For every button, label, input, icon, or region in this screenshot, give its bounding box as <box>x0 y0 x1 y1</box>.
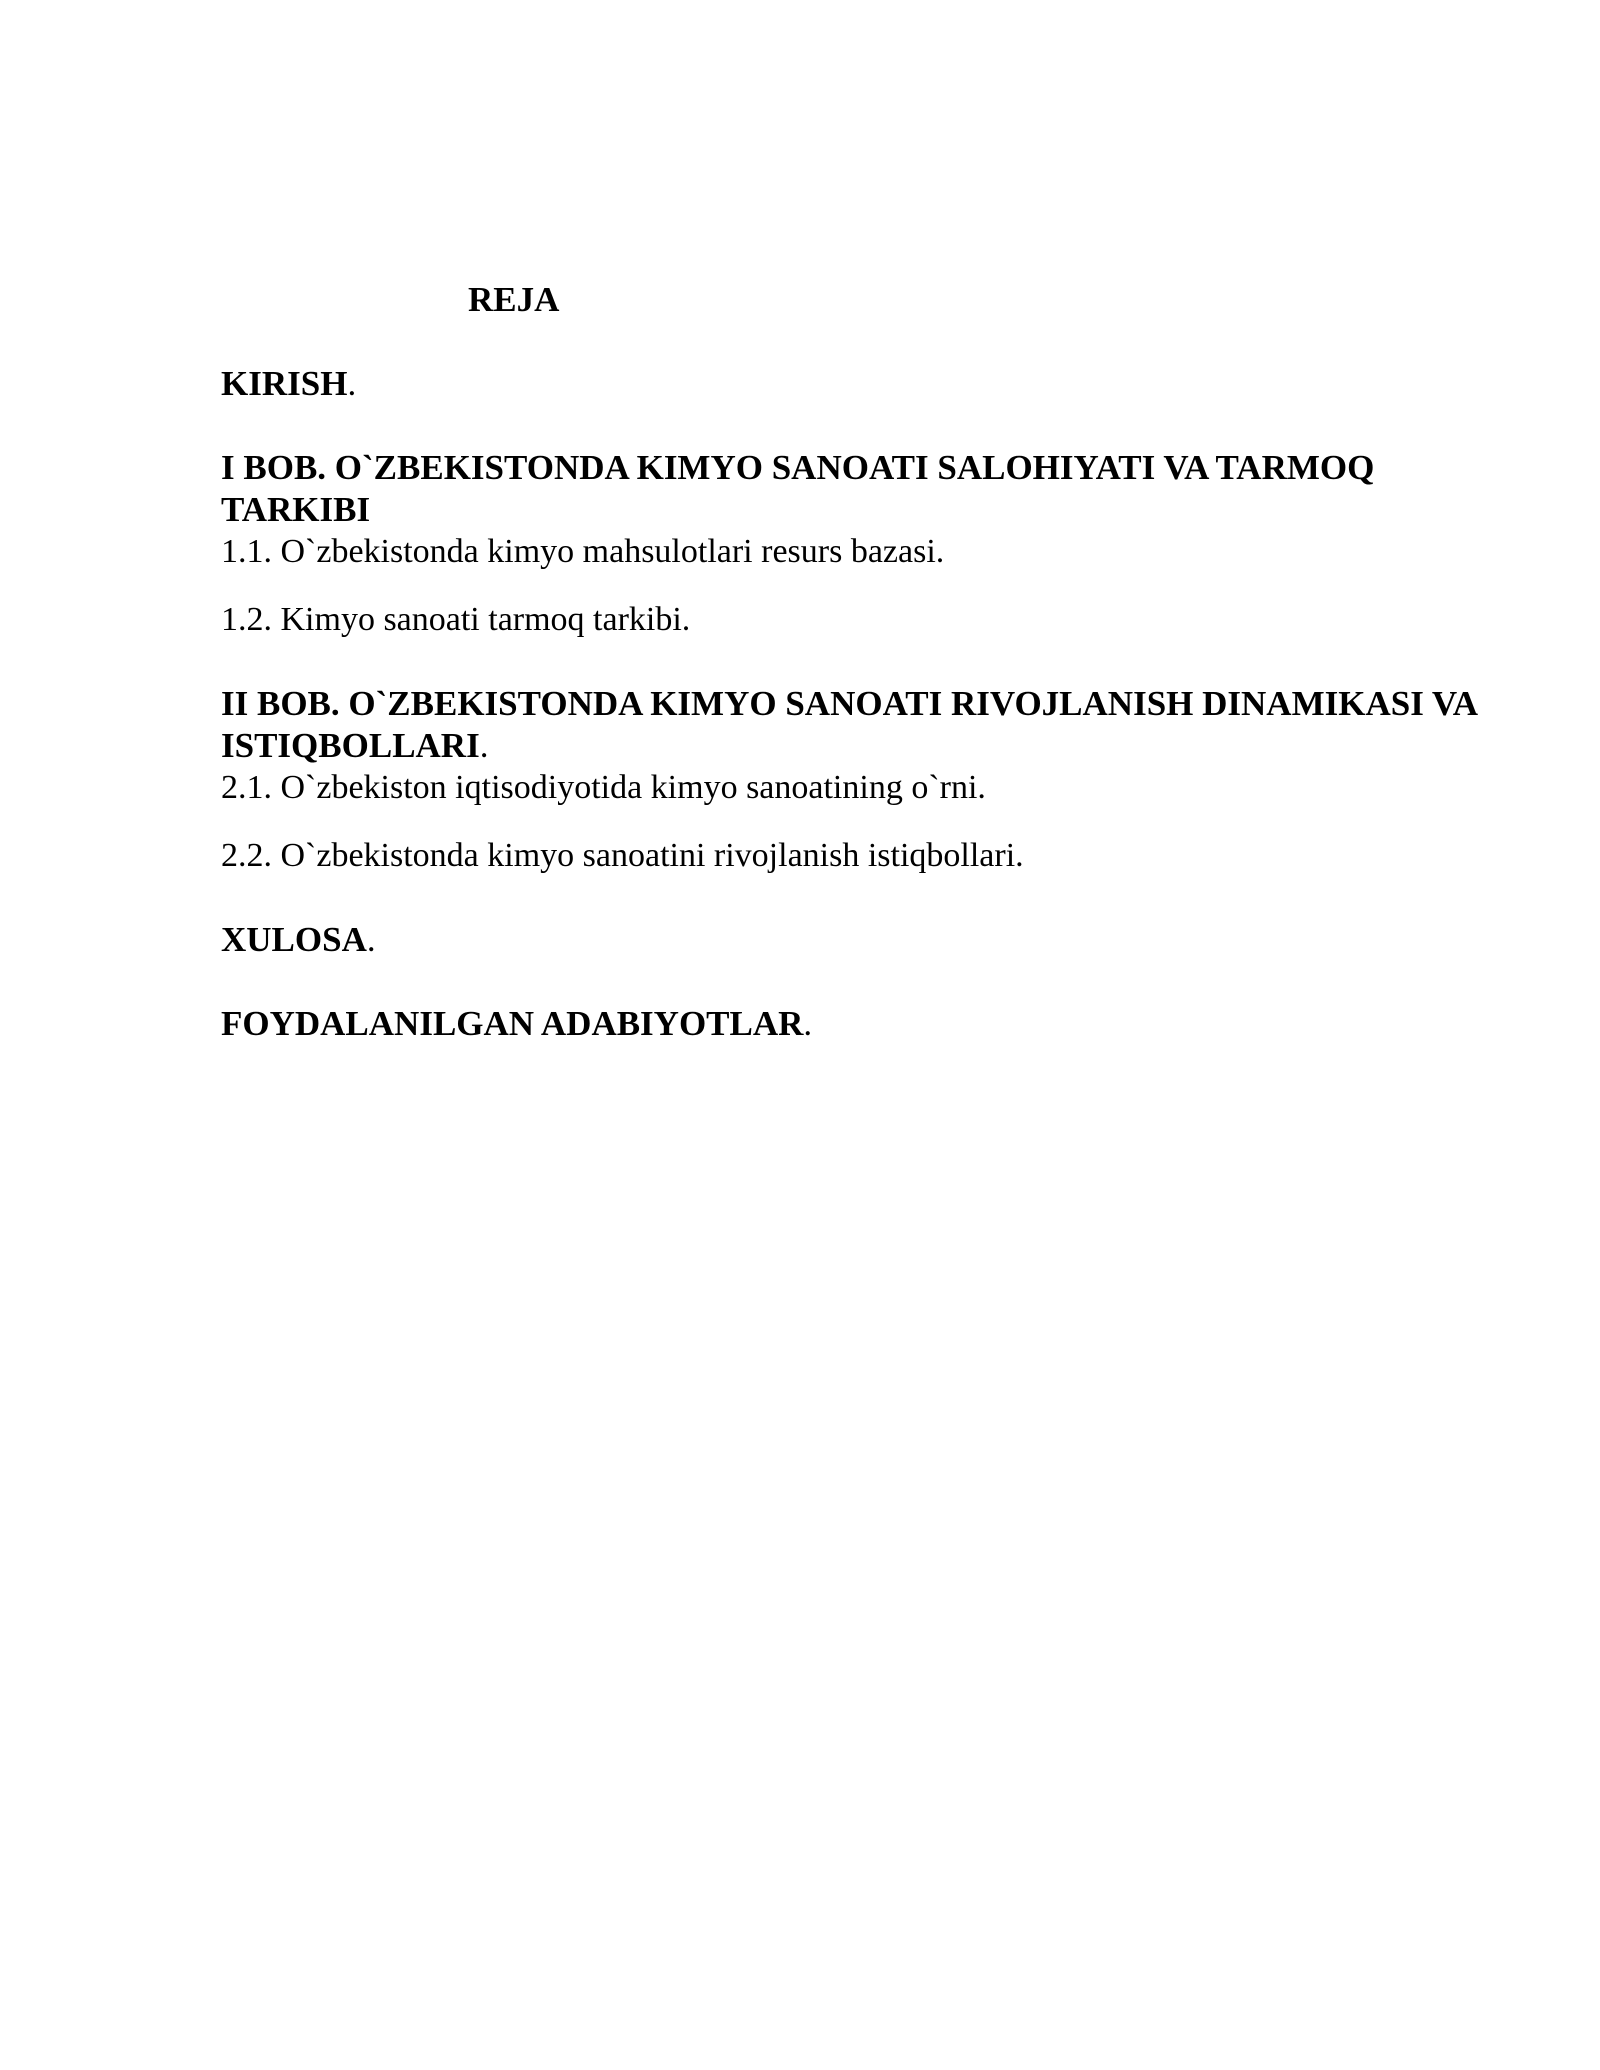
page-title: REJA <box>468 280 560 319</box>
document-body <box>221 279 1491 1045</box>
conclusion-heading-text: XULOSA <box>221 920 367 959</box>
references-heading <box>221 1003 1491 1045</box>
intro-heading <box>221 363 1491 405</box>
chapter1-heading: I BOB. O`ZBEKISTONDA KIMYO SANOATI SALOHIYATI VA TARMOQ TARKIBI <box>221 448 1375 529</box>
chapter2-heading-period: . <box>479 726 489 765</box>
intro-heading-period: . <box>347 364 357 403</box>
chapter2-item-2: 2.2. O`zbekistonda kimyo sanoatini rivojlanish istiqbollari. <box>221 837 1024 874</box>
chapter1-item-1: 1.1. O`zbekistonda kimyo mahsulotlari resurs bazasi. <box>221 533 945 570</box>
references-heading-text: FOYDALANILGAN ADABIYOTLAR <box>221 1004 804 1043</box>
chapter2-item-1: 2.1. O`zbekiston iqtisodiyotida kimyo sanoatining o`rni. <box>221 769 986 806</box>
conclusion-heading-period: . <box>366 920 376 959</box>
chapter2-heading-text: II BOB. O`ZBEKISTONDA KIMYO SANOATI RIVOJLANISH DINAMIKASI VA ISTIQBOLLARI <box>221 684 1477 765</box>
chapter1-item-2: 1.2. Kimyo sanoati tarmoq tarkibi. <box>221 601 691 638</box>
intro-heading-text: KIRISH <box>221 364 348 403</box>
conclusion-heading <box>221 919 1491 961</box>
references-heading-period: . <box>803 1004 813 1043</box>
chapter2-heading <box>221 683 1491 767</box>
